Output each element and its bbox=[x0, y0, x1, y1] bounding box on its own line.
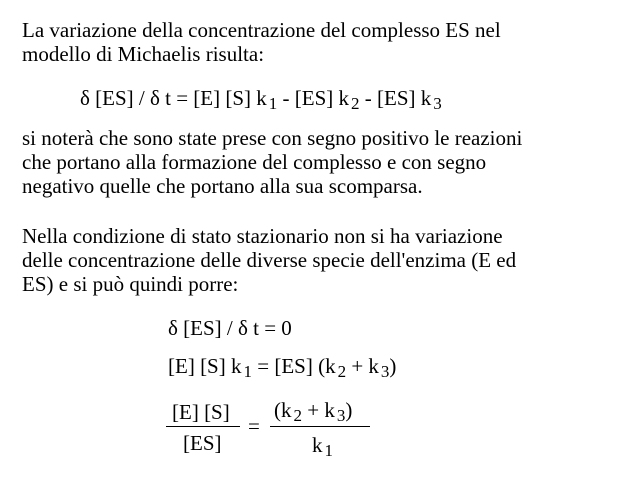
steady-line-1: Nella condizione di stato stazionario non si ha variazione bbox=[22, 224, 503, 248]
fraction-right-numerator bbox=[274, 398, 352, 424]
fraction-right-den-sub1: 1 bbox=[324, 441, 333, 460]
equation-balance-end: ) bbox=[389, 354, 397, 378]
equation-balance-sub3: 3 bbox=[380, 362, 390, 381]
fraction-right-num-sub3: 3 bbox=[336, 406, 346, 425]
steady-line-2: delle concentrazione delle diverse specie dell'enzima (E ed bbox=[22, 248, 517, 272]
note-line-1: si noterà che sono state prese con segno positivo le reazioni bbox=[22, 126, 523, 150]
fraction-right-num-c: ) bbox=[345, 398, 353, 422]
equation-rate-sub2: 2 bbox=[351, 94, 360, 113]
intro-line-1: La variazione della concentrazione del complesso ES nel bbox=[22, 18, 501, 42]
fraction-left-numerator: [E] [S] bbox=[172, 400, 230, 424]
fraction-left-bar bbox=[166, 426, 240, 427]
equation-balance bbox=[168, 354, 396, 380]
equation-rate bbox=[80, 86, 442, 112]
equation-rate-mid: - [ES] k bbox=[277, 86, 350, 110]
intro-line-2: modello di Michaelis risulta: bbox=[22, 42, 265, 66]
equation-balance-sub1: 1 bbox=[243, 362, 252, 381]
fraction-right-denominator bbox=[312, 433, 333, 459]
fraction-right-num-b: + k bbox=[302, 398, 335, 422]
steady-state-paragraph bbox=[22, 224, 632, 296]
equation-rate-mid2: - [ES] k bbox=[359, 86, 432, 110]
equation-balance-mid: = [ES] (k bbox=[251, 354, 336, 378]
fraction-right-den-k: k bbox=[312, 433, 323, 457]
note-paragraph bbox=[22, 126, 632, 198]
steady-line-3: ES) e si può quindi porre: bbox=[22, 272, 239, 296]
intro-paragraph bbox=[22, 18, 632, 66]
equation-rate-sub1: 1 bbox=[268, 94, 278, 113]
fraction-right-bar bbox=[270, 426, 370, 427]
note-line-2: che portano alla formazione del complesso e con segno bbox=[22, 150, 487, 174]
equation-rate-lhs: δ [ES] / δ t = [E] [S] k bbox=[80, 86, 267, 110]
equation-balance-mid2: + k bbox=[346, 354, 379, 378]
note-line-3: negativo quelle che portano alla sua scomparsa. bbox=[22, 174, 423, 198]
equation-balance-sub2: 2 bbox=[337, 362, 347, 381]
equation-rate-sub3: 3 bbox=[433, 94, 442, 113]
fraction-right-num-a: (k bbox=[274, 398, 292, 422]
fraction-equals: = bbox=[248, 414, 260, 438]
equation-balance-lhs: [E] [S] k bbox=[168, 354, 242, 378]
fraction-left-denominator: [ES] bbox=[183, 431, 222, 455]
equation-steady-state: δ [ES] / δ t = 0 bbox=[168, 316, 292, 340]
fraction-right-num-sub2: 2 bbox=[293, 406, 302, 425]
